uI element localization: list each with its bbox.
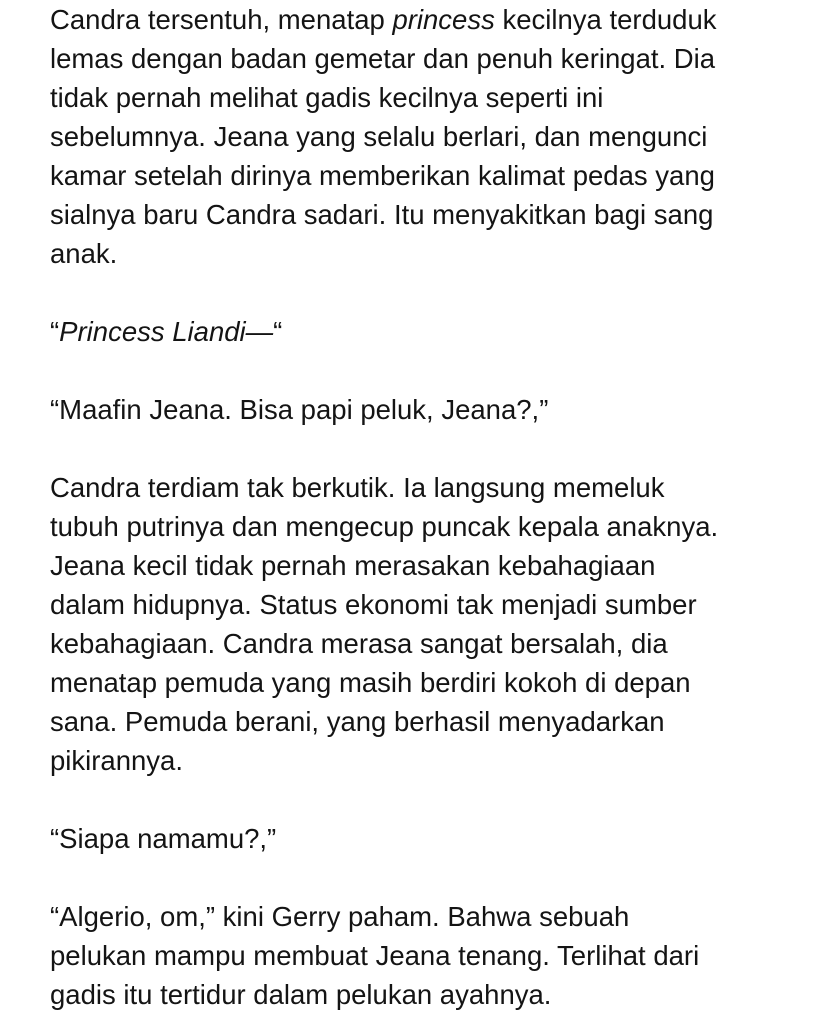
text-line: “Princess Liandi—“ — [50, 316, 283, 347]
text-line: Candra tersentuh, menatap princess kecilnya terduduk — [50, 4, 717, 35]
text-line: “Maafin Jeana. Bisa papi peluk, Jeana?,” — [50, 394, 549, 425]
text-line: “Siapa namamu?,” — [50, 823, 277, 854]
text-line: dalam hidupnya. Status ekonomi tak menjadi sumber — [50, 589, 697, 620]
text-line: “Algerio, om,” kini Gerry paham. Bahwa sebuah — [50, 901, 630, 932]
text-line: Jeana kecil tidak pernah merasakan kebahagiaan — [50, 550, 656, 581]
text-line: gadis itu tertidur dalam pelukan ayahnya. — [50, 979, 552, 1010]
italic-text: Princess Liandi— — [59, 316, 274, 347]
paragraph-5 — [50, 819, 820, 858]
text-line: Candra terdiam tak berkutik. Ia langsung memeluk — [50, 472, 665, 503]
text-line: pelukan mampu membuat Jeana tenang. Terlihat dari — [50, 940, 700, 971]
text-line: menatap pemuda yang masih berdiri kokoh di depan — [50, 667, 691, 698]
document-body — [50, 0, 820, 1014]
text-line: anak. — [50, 238, 118, 269]
text-line: sana. Pemuda berani, yang berhasil menyadarkan — [50, 706, 665, 737]
text-line: sialnya baru Candra sadari. Itu menyakitkan bagi sang — [50, 199, 714, 230]
text-line: pikirannya. — [50, 745, 183, 776]
paragraph-4 — [50, 468, 820, 780]
text-line: kamar setelah dirinya memberikan kalimat pedas yang — [50, 160, 715, 191]
text-line: tidak pernah melihat gadis kecilnya seperti ini — [50, 82, 604, 113]
paragraph-2 — [50, 312, 820, 351]
text-line: kebahagiaan. Candra merasa sangat bersalah, dia — [50, 628, 668, 659]
paragraph-3 — [50, 390, 820, 429]
text-line: sebelumnya. Jeana yang selalu berlari, dan mengunci — [50, 121, 708, 152]
paragraph-6 — [50, 897, 820, 1014]
italic-text: princess — [392, 4, 495, 35]
text-line: tubuh putrinya dan mengecup puncak kepala anaknya. — [50, 511, 719, 542]
paragraph-1 — [50, 0, 820, 273]
text-line: lemas dengan badan gemetar dan penuh keringat. Dia — [50, 43, 716, 74]
